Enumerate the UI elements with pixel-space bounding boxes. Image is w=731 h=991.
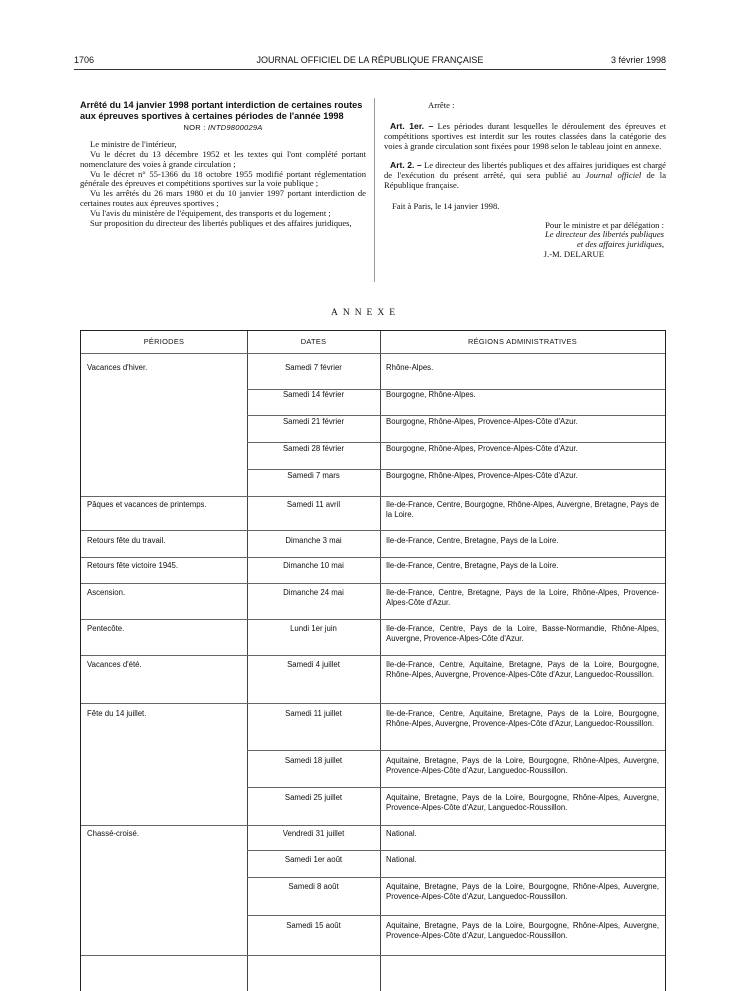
preamble-paragraph: Sur proposition du directeur des libertés publiques et des affaires juridiques, — [90, 217, 352, 228]
decree-title: Arrêté du 14 janvier 1998 portant interdiction de certaines routes aux épreuves sportives à certaines périodes de l'année 1998 — [80, 100, 363, 121]
row-separator — [81, 825, 665, 826]
nor-value: INTD9800029A — [207, 123, 263, 133]
row-separator — [247, 915, 665, 916]
date-cell: Samedi 7 février — [285, 363, 342, 372]
row-separator — [81, 655, 665, 656]
regions-cell: Aquitaine, Bretagne, Pays de la Loire, Bourgogne, Rhône-Alpes, Auvergne, Provence-Alpes-Côte d'Azur, Languedoc-Roussillon. — [386, 921, 659, 940]
regions-cell: Bourgogne, Rhône-Alpes, Provence-Alpes-Côte d'Azur. — [386, 417, 578, 426]
preamble-paragraph: Vu le décret du 13 décembre 1952 et les textes qui l'ont complété portant nomenclature des voies à grande circulation ; — [80, 148, 366, 169]
date-cell: Samedi 4 juillet — [287, 660, 340, 669]
article-2 — [384, 161, 666, 190]
header-periodes: PÉRIODES — [143, 337, 185, 346]
period-cell: Ascension. — [87, 588, 126, 597]
period-cell: Chassé-croisé. — [87, 829, 139, 838]
date-cell: Samedi 21 février — [282, 417, 345, 426]
signature-line-3: et des affaires juridiques, — [576, 238, 664, 249]
regions-cell: Ile-de-France, Centre, Pays de la Loire, Basse-Normandie, Rhône-Alpes, Auvergne, Provence-Alpes-Côte d'Azur. — [386, 624, 659, 643]
date-cell: Dimanche 10 mai — [283, 561, 344, 570]
row-separator — [81, 619, 665, 620]
period-cell: Vacances d'été. — [87, 660, 142, 669]
row-separator — [247, 415, 665, 416]
date-cell: Vendredi 31 juillet — [282, 829, 345, 838]
article-2-label: Art. 2. – — [390, 160, 422, 171]
row-separator — [247, 750, 665, 751]
row-separator — [81, 703, 665, 704]
nor-label: NOR : — [183, 123, 206, 133]
article-1 — [384, 122, 666, 151]
date-cell: Samedi 15 août — [286, 921, 341, 930]
regions-cell: Bourgogne, Rhône-Alpes, Provence-Alpes-Côte d'Azur. — [386, 444, 578, 453]
article-2-text: Le directeur des libertés publiques et des affaires juridiques est chargé de l'exécution du présent arrêté, qui sera publié au — [384, 160, 666, 181]
regions-cell: Bourgogne, Rhône-Alpes. — [386, 390, 476, 399]
row-separator — [81, 496, 665, 497]
period-cell: Vacances d'hiver. — [87, 363, 148, 372]
article-2-journal: Journal officiel — [585, 170, 642, 181]
header-rule — [81, 353, 665, 354]
period-cell: Retours fête du travail. — [87, 536, 166, 545]
date-cell: Samedi 25 juillet — [284, 793, 343, 802]
row-separator — [81, 530, 665, 531]
decree-articles — [384, 100, 666, 259]
period-cell: Pentecôte. — [87, 624, 125, 633]
preamble-paragraph: Vu les arrêtés du 26 mars 1980 et du 10 janvier 1997 portant interdiction de certaines routes aux épreuves sportives ; — [80, 188, 366, 208]
date-cell: Samedi 11 avril — [286, 500, 341, 509]
date-cell: Dimanche 24 mai — [283, 588, 344, 597]
row-separator — [247, 877, 665, 878]
regions-cell: Ile-de-France, Centre, Bourgogne, Rhône-Alpes, Auvergne, Bretagne, Pays de la Loire. — [386, 500, 659, 519]
issue-date: 3 février 1998 — [610, 55, 666, 65]
regions-cell: Aquitaine, Bretagne, Pays de la Loire, Bourgogne, Rhône-Alpes, Auvergne, Provence-Alpes-Côte d'Azur, Languedoc-Roussillon. — [386, 793, 659, 812]
row-separator — [247, 850, 665, 851]
date-cell: Samedi 8 août — [288, 882, 339, 891]
date-cell: Samedi 1er août — [284, 855, 343, 864]
date-cell: Lundi 1er juin — [290, 624, 337, 633]
signatory-name: J.-M. DELARUE — [543, 248, 604, 259]
date-cell: Samedi 11 juillet — [285, 709, 342, 718]
signature-block — [384, 221, 664, 259]
preamble-paragraph: Vu le décret n° 55-1366 du 18 octobre 1955 modifié portant réglementation générale des épreuves et compétitions sportives sur la voie publique ; — [80, 168, 366, 189]
regions-cell: National. — [386, 829, 417, 838]
page-number: 1706 — [74, 55, 95, 65]
regions-cell: Bourgogne, Rhône-Alpes, Provence-Alpes-Côte d'Azur. — [386, 471, 578, 480]
column-divider — [380, 331, 381, 991]
annexe-title: ANNEXE — [330, 308, 401, 318]
regions-cell: Ile-de-France, Centre, Bretagne, Pays de la Loire. — [386, 536, 559, 545]
regions-cell: Rhône-Alpes. — [386, 363, 434, 372]
regions-cell: Aquitaine, Bretagne, Pays de la Loire, Bourgogne, Rhône-Alpes, Auvergne, Provence-Alpes-Côte d'Azur, Languedoc-Roussillon. — [386, 756, 659, 775]
row-separator — [81, 557, 665, 558]
row-separator — [247, 469, 665, 470]
signing-place-date: Fait à Paris, le 14 janvier 1998. — [392, 200, 500, 211]
article-1-text: Les périodes durant lesquelles le déroulement des épreuves et compétitions sportives est interdit sur les routes classées dans la catégorie des voies à grande circulation sont fixées pour 1998 selon le tableau joint en annexe. — [384, 121, 666, 151]
row-separator — [247, 787, 665, 788]
row-separator — [81, 955, 665, 956]
column-divider — [374, 98, 375, 282]
nor-reference — [80, 123, 366, 132]
regions-cell: Ile-de-France, Centre, Aquitaine, Bretagne, Pays de la Loire, Bourgogne, Rhône-Alpes, Auvergne, Provence-Alpes-Côte d'Azur, Languedoc-Roussillon. — [386, 660, 659, 679]
signature-line-2: Le directeur des libertés publiques — [544, 229, 664, 240]
date-cell: Samedi 28 février — [282, 444, 345, 453]
regions-cell: Aquitaine, Bretagne, Pays de la Loire, Bourgogne, Rhône-Alpes, Auvergne, Provence-Alpes-Côte d'Azur, Languedoc-Roussillon. — [386, 882, 659, 901]
period-cell: Fête du 14 juillet. — [87, 709, 147, 718]
period-cell: Retours fête victoire 1945. — [87, 561, 179, 570]
arrete-heading: Arrête : — [428, 100, 455, 110]
page-header — [74, 55, 666, 69]
header-dates: DATES — [300, 337, 327, 346]
header-rule — [74, 69, 666, 70]
row-separator — [81, 583, 665, 584]
period-cell: Pâques et vacances de printemps. — [87, 500, 207, 509]
regions-cell: National. — [386, 855, 417, 864]
date-cell: Samedi 18 juillet — [284, 756, 343, 765]
article-1-label: Art. 1er. – — [390, 121, 434, 131]
article-2-end: de la République française. — [384, 170, 667, 190]
date-cell: Dimanche 3 mai — [285, 536, 342, 545]
journal-title: JOURNAL OFFICIEL DE LA RÉPUBLIQUE FRANÇAISE — [256, 55, 484, 65]
annexe-table — [80, 330, 666, 991]
date-cell: Samedi 7 mars — [287, 471, 340, 480]
regions-cell: Ile-de-France, Centre, Bretagne, Pays de la Loire. — [386, 561, 559, 570]
header-regions: RÉGIONS ADMINISTRATIVES — [467, 337, 577, 346]
regions-cell: Ile-de-France, Centre, Aquitaine, Bretagne, Pays de la Loire, Bourgogne, Rhône-Alpes, Auvergne, Provence-Alpes-Côte d'Azur, Languedoc-Roussillon. — [386, 709, 659, 728]
signature-line-1: Pour le ministre et par délégation : — [545, 219, 664, 230]
preamble-paragraph: Le ministre de l'intérieur, — [90, 139, 177, 150]
date-cell: Samedi 14 février — [282, 390, 345, 399]
regions-cell: Ile-de-France, Centre, Bretagne, Pays de la Loire, Rhône-Alpes, Provence-Alpes-Côte d'Azur. — [386, 588, 659, 607]
row-separator — [247, 442, 665, 443]
preamble-paragraph: Vu l'avis du ministère de l'équipement, des transports et du logement ; — [90, 207, 331, 218]
decree-preamble — [80, 100, 366, 228]
